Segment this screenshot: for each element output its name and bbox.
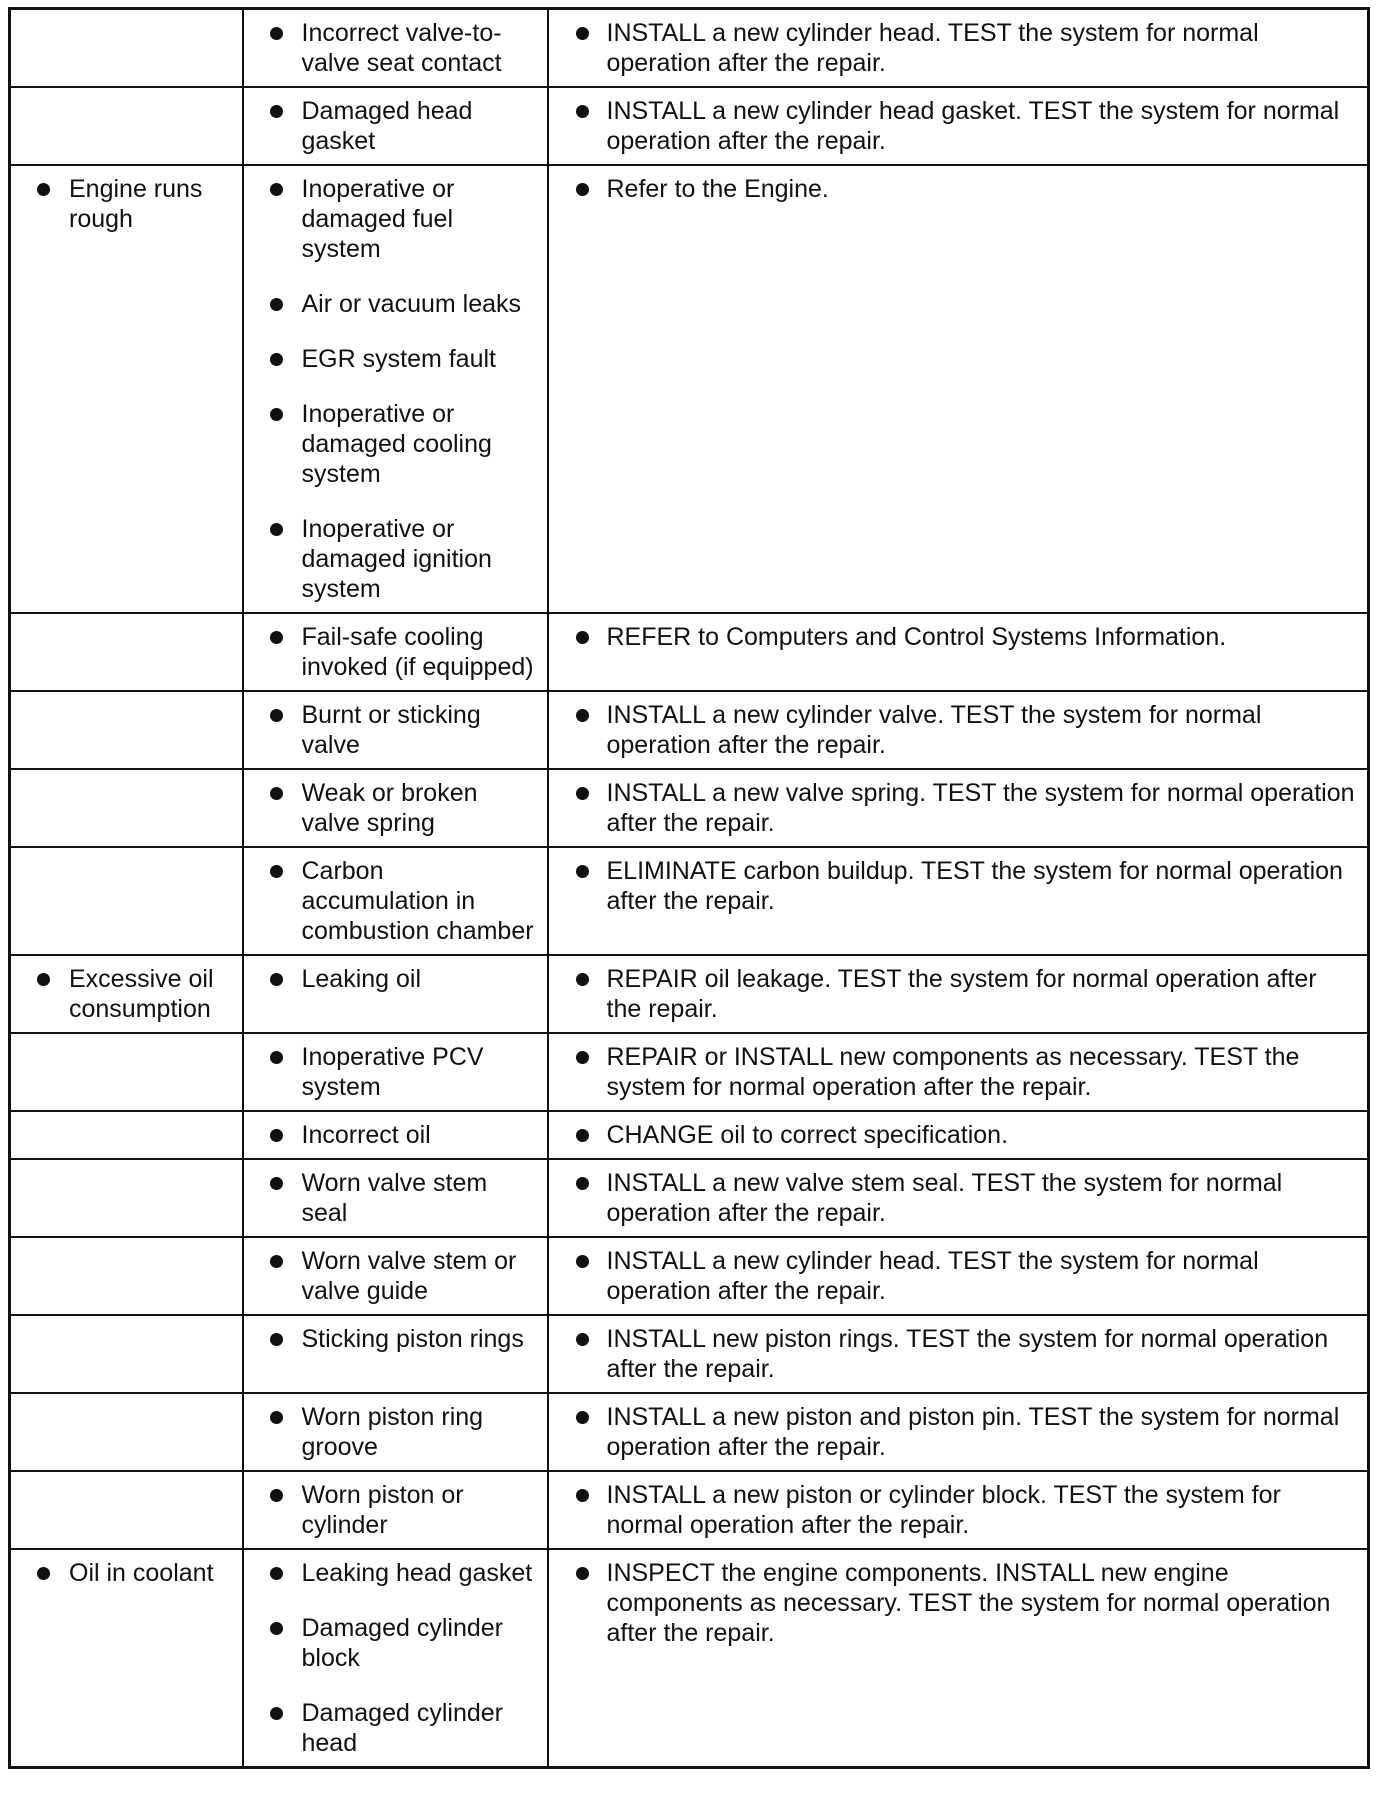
bullet-icon	[37, 973, 50, 986]
action-cell	[548, 1237, 1369, 1315]
action-cell	[548, 769, 1369, 847]
cause-item-text: Weak or broken valve spring	[301, 779, 478, 837]
action-item-text: INSTALL new piston rings. TEST the system for normal operation after the repair.	[606, 1325, 1329, 1383]
cause-item-text: Carbon accumulation in combustion chamber	[301, 857, 534, 945]
table-row	[10, 165, 1369, 613]
cause-item	[244, 1558, 537, 1588]
cause-item-text: Leaking oil	[301, 965, 422, 993]
cause-item-text: Worn piston ring groove	[301, 1403, 484, 1461]
symptom-cell	[10, 1471, 243, 1549]
action-cell	[548, 87, 1369, 165]
cause-cell	[243, 955, 548, 1033]
table-row	[10, 1111, 1369, 1159]
bullet-icon	[37, 1567, 50, 1580]
symptom-item-text: Engine runs rough	[69, 175, 203, 233]
bullet-icon	[576, 183, 589, 196]
cause-item	[244, 1168, 537, 1228]
cause-cell	[243, 613, 548, 691]
bullet-icon	[270, 1129, 283, 1142]
bullet-icon	[576, 631, 589, 644]
bullet-icon	[576, 105, 589, 118]
bullet-icon	[270, 1255, 283, 1268]
action-item	[549, 778, 1358, 838]
bullet-icon	[576, 1567, 589, 1580]
symptom-item	[11, 964, 232, 1024]
symptom-cell	[10, 1159, 243, 1237]
action-item-text: REPAIR oil leakage. TEST the system for normal operation after the repair.	[606, 965, 1317, 1023]
symptom-item	[11, 174, 232, 234]
cause-item	[244, 1120, 537, 1150]
bullet-icon	[270, 523, 283, 536]
bullet-icon	[270, 631, 283, 644]
bullet-icon	[576, 1411, 589, 1424]
bullet-icon	[270, 1333, 283, 1346]
action-cell	[548, 691, 1369, 769]
cause-item	[244, 700, 537, 760]
symptom-cell	[10, 1393, 243, 1471]
action-cell	[548, 955, 1369, 1033]
action-cell	[548, 9, 1369, 88]
cause-item-text: Leaking head gasket	[301, 1559, 533, 1587]
cause-item	[244, 514, 537, 604]
action-cell	[548, 1111, 1369, 1159]
action-item-text: REPAIR or INSTALL new components as necessary. TEST the system for normal operation after the repair.	[606, 1043, 1300, 1101]
symptom-cell	[10, 769, 243, 847]
bullet-icon	[270, 865, 283, 878]
action-item	[549, 18, 1358, 78]
cause-cell	[243, 9, 548, 88]
symptom-cell	[10, 1549, 243, 1768]
bullet-icon	[270, 973, 283, 986]
action-cell	[548, 1159, 1369, 1237]
action-item-text: INSTALL a new cylinder head gasket. TEST the system for normal operation after the repair.	[606, 97, 1340, 155]
bullet-icon	[37, 183, 50, 196]
cause-item	[244, 289, 537, 319]
action-item-text: Refer to the Engine.	[606, 175, 829, 203]
symptom-cell	[10, 1033, 243, 1111]
action-cell	[548, 847, 1369, 955]
action-cell	[548, 1393, 1369, 1471]
symptom-cell	[10, 165, 243, 613]
cause-cell	[243, 1159, 548, 1237]
cause-cell	[243, 847, 548, 955]
action-item	[549, 1042, 1358, 1102]
table-row	[10, 613, 1369, 691]
bullet-icon	[576, 1129, 589, 1142]
cause-cell	[243, 87, 548, 165]
cause-item-text: EGR system fault	[301, 345, 496, 373]
symptom-cell	[10, 9, 243, 88]
bullet-icon	[270, 183, 283, 196]
table-row	[10, 1315, 1369, 1393]
action-cell	[548, 1549, 1369, 1768]
bullet-icon	[576, 1489, 589, 1502]
action-item	[549, 174, 1358, 204]
bullet-icon	[576, 787, 589, 800]
bullet-icon	[270, 105, 283, 118]
action-item-text: INSTALL a new valve spring. TEST the system for normal operation after the repair.	[606, 779, 1355, 837]
action-item	[549, 1558, 1358, 1648]
cause-item-text: Fail-safe cooling invoked (if equipped)	[301, 623, 534, 681]
cause-item	[244, 1324, 537, 1354]
table-row	[10, 87, 1369, 165]
cause-item-text: Damaged cylinder block	[301, 1614, 503, 1672]
action-item	[549, 622, 1358, 652]
bullet-icon	[270, 353, 283, 366]
cause-cell	[243, 769, 548, 847]
action-cell	[548, 1315, 1369, 1393]
cause-item	[244, 964, 537, 994]
action-item	[549, 1168, 1358, 1228]
symptom-cell	[10, 613, 243, 691]
cause-item-text: Worn piston or cylinder	[301, 1481, 464, 1539]
table-row	[10, 9, 1369, 88]
cause-item	[244, 344, 537, 374]
cause-item-text: Inoperative or damaged ignition system	[301, 515, 492, 603]
bullet-icon	[270, 1489, 283, 1502]
action-item-text: INSTALL a new valve stem seal. TEST the system for normal operation after the repair.	[606, 1169, 1283, 1227]
bullet-icon	[270, 1707, 283, 1720]
action-cell	[548, 1033, 1369, 1111]
cause-item	[244, 1480, 537, 1540]
symptom-cell	[10, 1315, 243, 1393]
symptom-cell	[10, 1237, 243, 1315]
table-row	[10, 1549, 1369, 1768]
symptom-cell	[10, 87, 243, 165]
table-row	[10, 769, 1369, 847]
action-item	[549, 1120, 1358, 1150]
cause-item-text: Inoperative or damaged fuel system	[301, 175, 455, 263]
symptom-item-text: Oil in coolant	[69, 1559, 214, 1587]
bullet-icon	[576, 1333, 589, 1346]
cause-item	[244, 1042, 537, 1102]
symptom-item	[11, 1558, 232, 1588]
cause-cell	[243, 1393, 548, 1471]
action-item	[549, 96, 1358, 156]
table-row	[10, 1237, 1369, 1315]
table-body	[10, 9, 1369, 1768]
cause-item	[244, 856, 537, 946]
cause-item-text: Worn valve stem seal	[301, 1169, 488, 1227]
action-item-text: INSTALL a new cylinder head. TEST the system for normal operation after the repair.	[606, 19, 1259, 77]
cause-item	[244, 96, 537, 156]
symptom-cell	[10, 847, 243, 955]
bullet-icon	[270, 298, 283, 311]
table-row	[10, 1159, 1369, 1237]
table-row	[10, 1393, 1369, 1471]
action-item	[549, 964, 1358, 1024]
table-row	[10, 1471, 1369, 1549]
table-row	[10, 691, 1369, 769]
bullet-icon	[576, 865, 589, 878]
cause-item	[244, 1698, 537, 1758]
bullet-icon	[270, 1177, 283, 1190]
action-item	[549, 700, 1358, 760]
action-item-text: CHANGE oil to correct specification.	[606, 1121, 1009, 1149]
action-cell	[548, 165, 1369, 613]
cause-item	[244, 778, 537, 838]
cause-item-text: Incorrect oil	[301, 1121, 431, 1149]
action-item	[549, 856, 1358, 916]
bullet-icon	[270, 787, 283, 800]
cause-item-text: Sticking piston rings	[301, 1325, 524, 1353]
action-item-text: INSTALL a new cylinder valve. TEST the system for normal operation after the repair.	[606, 701, 1262, 759]
cause-item	[244, 1613, 537, 1673]
cause-item-text: Damaged head gasket	[301, 97, 473, 155]
action-item	[549, 1402, 1358, 1462]
cause-cell	[243, 1471, 548, 1549]
cause-item	[244, 399, 537, 489]
action-item	[549, 1324, 1358, 1384]
symptom-cell	[10, 1111, 243, 1159]
cause-item	[244, 1246, 537, 1306]
diagnostic-table	[8, 7, 1370, 1769]
cause-item-text: Inoperative PCV system	[301, 1043, 484, 1101]
cause-item	[244, 18, 537, 78]
bullet-icon	[270, 27, 283, 40]
action-cell	[548, 1471, 1369, 1549]
cause-item-text: Worn valve stem or valve guide	[301, 1247, 517, 1305]
action-item-text: INSTALL a new piston and piston pin. TEST the system for normal operation after the repair.	[606, 1403, 1340, 1461]
symptom-cell	[10, 955, 243, 1033]
bullet-icon	[576, 1051, 589, 1064]
cause-cell	[243, 165, 548, 613]
cause-item	[244, 1402, 537, 1462]
cause-cell	[243, 691, 548, 769]
symptom-cell	[10, 691, 243, 769]
cause-item	[244, 622, 537, 682]
bullet-icon	[270, 709, 283, 722]
bullet-icon	[270, 1411, 283, 1424]
cause-item-text: Incorrect valve-to-valve seat contact	[301, 19, 502, 77]
action-item-text: INSTALL a new piston or cylinder block. TEST the system for normal operation after the repair.	[606, 1481, 1281, 1539]
cause-cell	[243, 1315, 548, 1393]
table-row	[10, 955, 1369, 1033]
bullet-icon	[270, 1622, 283, 1635]
cause-item-text: Inoperative or damaged cooling system	[301, 400, 492, 488]
cause-cell	[243, 1237, 548, 1315]
bullet-icon	[576, 973, 589, 986]
table-row	[10, 1033, 1369, 1111]
cause-cell	[243, 1033, 548, 1111]
action-item-text: INSPECT the engine components. INSTALL new engine components as necessary. TEST the system for normal operation after the repair.	[606, 1559, 1331, 1647]
cause-item-text: Air or vacuum leaks	[301, 290, 522, 318]
action-item-text: ELIMINATE carbon buildup. TEST the system for normal operation after the repair.	[606, 857, 1343, 915]
cause-item	[244, 174, 537, 264]
table-row	[10, 847, 1369, 955]
bullet-icon	[576, 27, 589, 40]
action-item	[549, 1480, 1358, 1540]
action-item-text: REFER to Computers and Control Systems Information.	[606, 623, 1227, 651]
cause-item-text: Burnt or sticking valve	[301, 701, 481, 759]
bullet-icon	[270, 1051, 283, 1064]
action-item-text: INSTALL a new cylinder head. TEST the system for normal operation after the repair.	[606, 1247, 1259, 1305]
cause-item-text: Damaged cylinder head	[301, 1699, 503, 1757]
symptom-item-text: Excessive oil consumption	[69, 965, 214, 1023]
bullet-icon	[270, 1567, 283, 1580]
cause-cell	[243, 1111, 548, 1159]
action-cell	[548, 613, 1369, 691]
bullet-icon	[576, 709, 589, 722]
bullet-icon	[576, 1255, 589, 1268]
cause-cell	[243, 1549, 548, 1768]
action-item	[549, 1246, 1358, 1306]
bullet-icon	[576, 1177, 589, 1190]
bullet-icon	[270, 408, 283, 421]
